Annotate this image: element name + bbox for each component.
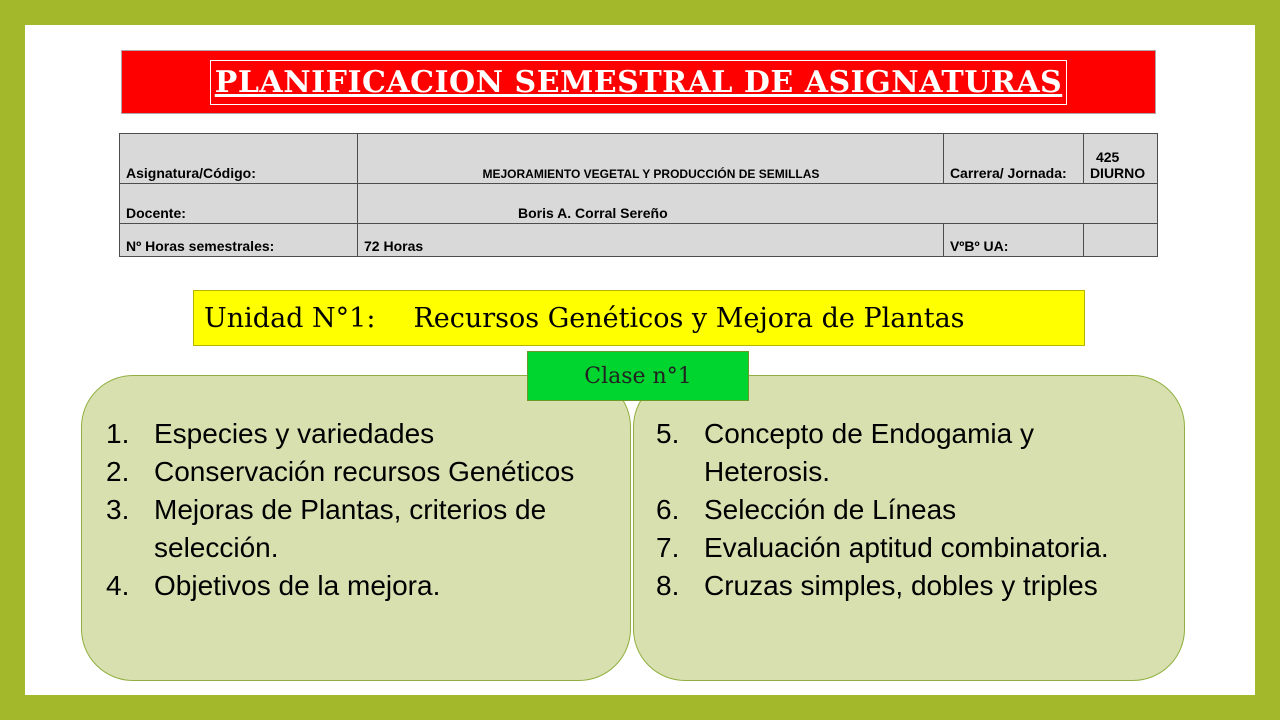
topics-panel-left: [81, 375, 631, 681]
list-item: [106, 415, 616, 453]
unit-name: Recursos Genéticos y Mejora de Plantas: [413, 302, 965, 334]
list-item-number: 2.: [106, 456, 130, 487]
list-item-number: 8.: [656, 570, 680, 601]
carrera-jornada: DIURNO: [1089, 165, 1146, 181]
list-item-text: Cruzas simples, dobles y triples: [704, 570, 1098, 601]
docente-value: Boris A. Corral Sereño: [358, 184, 1158, 224]
list-item: [106, 453, 616, 491]
list-item: [106, 491, 616, 567]
carrera-value: [1083, 134, 1157, 184]
list-item-number: 1.: [106, 418, 130, 449]
list-item-text: Evaluación aptitud combinatoria.: [704, 532, 1109, 563]
carrera-code: 425: [1095, 149, 1120, 165]
table-row: [120, 224, 1158, 257]
title-banner: [121, 50, 1156, 114]
list-item-text: Conservación recursos Genéticos: [154, 456, 575, 487]
table-row: [120, 134, 1158, 184]
asignatura-label: Asignatura/Código:: [120, 134, 358, 184]
list-item-text: Mejoras de Plantas, criterios de selección.: [154, 494, 547, 563]
horas-value: 72 Horas: [358, 224, 944, 257]
list-item: [656, 567, 1166, 605]
list-item: [656, 491, 1166, 529]
vobo-label: VºBº UA:: [943, 224, 1083, 257]
course-info-table: [119, 133, 1158, 257]
topic-list-right: [656, 415, 1166, 605]
topics-panel-right: [633, 375, 1185, 681]
horas-label: Nº Horas semestrales:: [120, 224, 358, 257]
list-item: [656, 415, 1166, 491]
unit-banner: [193, 290, 1085, 346]
list-item-text: Concepto de Endogamia y Heterosis.: [704, 418, 1034, 487]
list-item: [106, 567, 616, 605]
list-item-number: 4.: [106, 570, 130, 601]
carrera-label: Carrera/ Jornada:: [943, 134, 1083, 184]
list-item: [656, 529, 1166, 567]
list-item-number: 6.: [656, 494, 680, 525]
unit-label: Unidad N°1:: [204, 302, 376, 334]
topic-list-left: [106, 415, 616, 605]
clase-label: Clase n°1: [584, 363, 692, 389]
table-row: [120, 184, 1158, 224]
list-item-number: 3.: [106, 494, 130, 525]
list-item-text: Selección de Líneas: [704, 494, 957, 525]
list-item-number: 7.: [656, 532, 680, 563]
list-item-number: 5.: [656, 418, 680, 449]
asignatura-value: MEJORAMIENTO VEGETAL Y PRODUCCIÓN DE SEMILLAS: [358, 134, 944, 184]
docente-label: Docente:: [120, 184, 358, 224]
list-item-text: Especies y variedades: [154, 418, 435, 449]
list-item-text: Objetivos de la mejora.: [154, 570, 441, 601]
clase-tab: [527, 351, 749, 401]
page-title: PLANIFICACION SEMESTRAL DE ASIGNATURAS: [214, 64, 1063, 100]
vobo-value: [1083, 224, 1157, 257]
